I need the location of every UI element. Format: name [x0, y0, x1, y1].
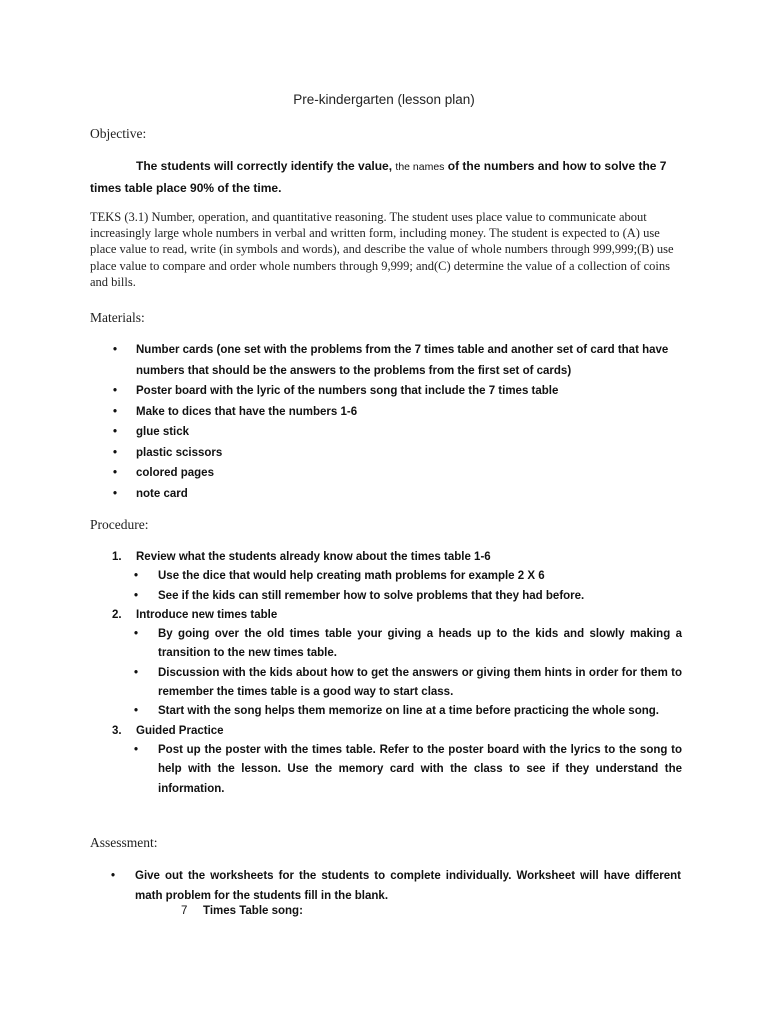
- step-number: 1.: [112, 551, 122, 563]
- objective-text-before: The students will correctly identify the value,: [136, 159, 396, 173]
- materials-item-text: glue stick: [136, 426, 190, 438]
- assessment-item-text: Give out the worksheets for the students to complete individually. Worksheet will have different math problem for the students fill in the blank.: [135, 870, 681, 902]
- materials-item: [113, 422, 683, 443]
- step-sub-text: See if the kids can still remember how to solve problems that they had before.: [158, 589, 585, 602]
- song-label: Times Table song:: [203, 905, 303, 917]
- teks-paragraph: TEKS (3.1) Number, operation, and quantitative reasoning. The student uses place value to communicate about increasingly large whole numbers in verbal and written form, including money. The student is expected to (A) use place value to read, write (in symbols and words), and describe the value of whole numbers through 999,999;(B) use place value to compare and order whole numbers through 9,999; and(C) determine the value of a collection of coins and bills.: [90, 210, 674, 289]
- step-sub-text: Use the dice that would help creating math problems for example 2 X 6: [158, 570, 545, 583]
- objective-text-small: the names: [395, 161, 445, 173]
- bullet-icon: •: [113, 405, 118, 418]
- step-sub-item: [112, 664, 682, 703]
- bullet-icon: •: [113, 385, 118, 397]
- step-label: Review what the students already know about the times table 1-6: [136, 551, 491, 563]
- bullet-icon: •: [134, 628, 139, 641]
- step-sub-item: [112, 625, 682, 664]
- procedure-step: [112, 548, 682, 606]
- bullet-icon: •: [134, 589, 139, 602]
- objective-text: [90, 156, 680, 199]
- materials-list: [113, 340, 683, 504]
- song-number: 7: [181, 905, 188, 917]
- song-line: [181, 905, 303, 917]
- bullet-icon: •: [113, 446, 118, 459]
- materials-item: [113, 484, 683, 505]
- step-sub-item: [112, 741, 682, 799]
- materials-item: [113, 340, 683, 381]
- bullet-icon: •: [111, 870, 116, 882]
- step-sub-text: Post up the poster with the times table. Refer to the poster board with the lyrics to the song to help with the lesson. Use the memory card with the class to see if they understand the information.: [158, 743, 682, 795]
- bullet-icon: •: [113, 467, 118, 479]
- step-sub-list: [112, 567, 682, 606]
- step-sub-item: [112, 567, 682, 586]
- assessment-item: [89, 866, 681, 906]
- bullet-icon: •: [134, 666, 139, 679]
- materials-item: [113, 443, 683, 464]
- materials-item-text: plastic scissors: [136, 446, 223, 459]
- materials-item-text: colored pages: [136, 467, 214, 479]
- materials-item-text: note card: [136, 487, 188, 500]
- objective-text-after: of the numbers and how to solve the 7 times table place 90% of the time.: [90, 159, 667, 195]
- step-sub-text: By going over the old times table your giving a heads up to the kids and slowly making a transition to the new times table.: [158, 628, 682, 660]
- step-label: Guided Practice: [136, 724, 224, 737]
- materials-item: [113, 463, 683, 484]
- bullet-icon: •: [134, 705, 139, 718]
- procedure-list: [112, 548, 682, 799]
- procedure-step: [112, 722, 682, 799]
- materials-item-text: Poster board with the lyric of the numbers song that include the 7 times table: [136, 385, 559, 397]
- assessment-heading: Assessment:: [90, 835, 158, 850]
- step-number: 3.: [112, 724, 122, 737]
- step-sub-text: Start with the song helps them memorize on line at a time before practicing the whole song.: [158, 705, 659, 718]
- bullet-icon: •: [113, 487, 118, 500]
- materials-item-text: Number cards (one set with the problems from the 7 times table and another set of card that have numbers that should be the answers to the problems from the first set of cards): [136, 344, 669, 377]
- procedure-step: [112, 606, 682, 722]
- step-number: 2.: [112, 608, 122, 621]
- bullet-icon: •: [134, 743, 139, 756]
- objective-heading: Objective:: [90, 126, 147, 141]
- step-sub-list: [112, 625, 682, 721]
- bullet-icon: •: [113, 426, 118, 438]
- step-sub-text: Discussion with the kids about how to get the answers or giving them hints in order for them to remember the times table is a good way to start class.: [158, 666, 682, 699]
- materials-heading: Materials:: [90, 310, 145, 325]
- materials-item: [113, 381, 683, 402]
- page-title: Pre-kindergarten (lesson plan): [293, 92, 475, 107]
- bullet-icon: •: [134, 570, 139, 583]
- bullet-icon: •: [113, 344, 118, 356]
- step-sub-list: [112, 741, 682, 799]
- procedure-heading: Procedure:: [90, 517, 149, 532]
- materials-item-text: Make to dices that have the numbers 1-6: [136, 405, 358, 418]
- materials-item: [113, 402, 683, 423]
- step-sub-item: [112, 702, 682, 721]
- step-sub-item: [112, 587, 682, 606]
- assessment-list: [111, 866, 681, 906]
- step-label: Introduce new times table: [136, 608, 278, 621]
